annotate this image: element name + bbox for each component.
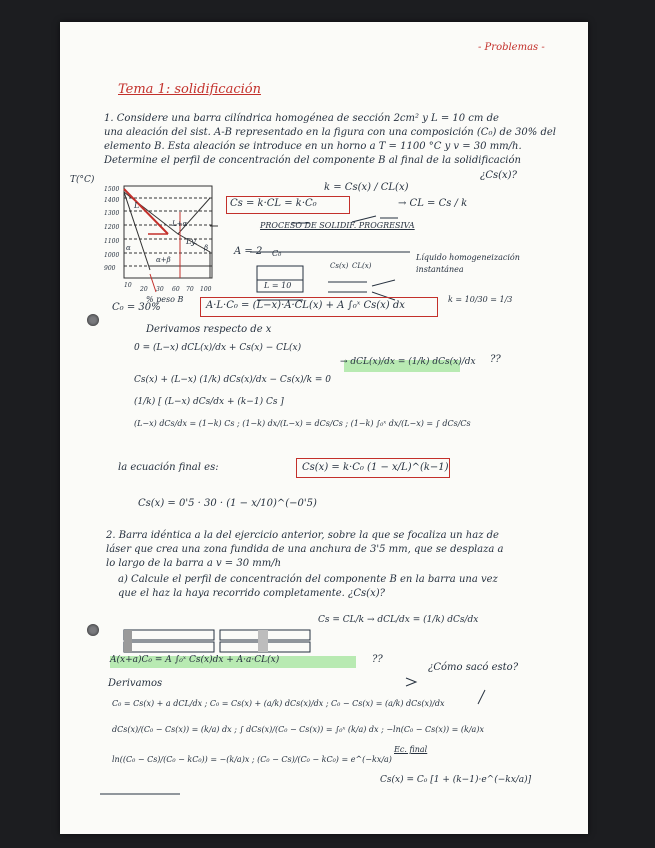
numeric-result: Cs(x) = 0'5 · 30 · (1 − x/10)^(−0'5) <box>138 498 317 509</box>
balance-equation: A(x+a)C₀ = A ∫₀ˣ Cs(x)dx + A·a·CL(x) <box>110 655 280 665</box>
c0-value: C₀ = 30% <box>112 302 161 313</box>
region-label: α <box>126 244 131 252</box>
final-tag: Ec. final <box>394 745 428 754</box>
bar-label: C₀ <box>272 249 282 258</box>
notebook-page <box>60 22 588 834</box>
derive-label: Derivamos <box>108 678 163 689</box>
region-label: L+α <box>172 220 188 228</box>
relation: Cs = CL/k → dCL/dx = (1/k) dCs/dx <box>318 615 479 625</box>
axis-label: T(°C) <box>70 175 95 185</box>
derivation-line: (L−x) dCs/dx = (1−k) Cs ; (1−k) dx/(L−x) = dCs/Cs ; (1−k) ∫₀ˣ dx/(L−x) = ∫ dCs/Cs <box>134 419 471 428</box>
page-title: Tema 1: solidificación <box>118 82 261 97</box>
derive-label: Derivamos respecto de x <box>146 324 272 335</box>
part-a-line: que el haz la haya recorrido completamente. ¿Cs(x)? <box>118 588 385 599</box>
region-label: Ly. <box>186 237 198 246</box>
derivation-line: ln((C₀ − Cs)/(C₀ − kC₀)) = −(k/a)x ; (C₀ − Cs)/(C₀ − kC₀) = e^(−kx/a) <box>112 755 392 764</box>
final-label: la ecuación final es: <box>118 462 219 473</box>
side-expression: → dCL(x)/dx = (1/k) dCs(x)/dx <box>340 357 476 367</box>
final-equation: Cs(x) = C₀ [1 + (k−1)·e^(−kx/a)] <box>380 775 532 785</box>
tick-label: 1100 <box>104 238 120 245</box>
area-label: A = 2 <box>234 246 263 257</box>
question: ¿Cs(x)? <box>480 170 517 181</box>
question-marks: ?? <box>372 654 383 665</box>
question-marks: ?? <box>490 354 501 365</box>
tick-label: 1000 <box>104 252 120 259</box>
axis-label: % peso B <box>146 295 184 304</box>
region-label: β <box>204 244 209 252</box>
derivation-line: dCs(x)/(C₀ − Cs(x)) = (k/a) dx ; ∫ dCs(x)/(C₀ − Cs(x)) = ∫₀ˣ (k/a) dx ; −ln(C₀ − Cs(x)) = (k/a)x <box>112 725 484 734</box>
tick-label: 60 <box>172 286 180 293</box>
tick-label: 1200 <box>104 224 120 231</box>
mass-balance: A·L·C₀ = (L−x)·A·CL(x) + A ∫₀ˣ Cs(x) dx <box>206 300 405 311</box>
cs-box-label: Cs(x) <box>330 262 349 270</box>
cl-box-label: CL(x) <box>352 262 372 270</box>
tick-label: 1500 <box>104 186 120 193</box>
liquid-note: Líquido homogeneización instantánea <box>416 253 520 274</box>
statement-line: Determine el perfil de concentración del componente B al final de la solidificación <box>104 155 521 166</box>
statement-line: 1. Considere una barra cilíndrica homogénea de sección 2cm² y L = 10 cm de <box>104 113 499 124</box>
statement-line: láser que crea una zona fundida de una anchura de 3'5 mm, que se desplaza a <box>106 544 504 555</box>
question: ¿Cómo sacó esto? <box>428 662 519 673</box>
statement-line: 2. Barra idéntica a la del ejercicio anterior, sobre la que se focaliza un haz de <box>106 530 499 541</box>
tick-label: 900 <box>104 265 116 272</box>
region-label: L <box>134 201 140 210</box>
final-equation: Cs(x) = k·C₀ (1 − x/L)^(k−1) <box>302 462 449 473</box>
tick-label: 70 <box>186 286 194 293</box>
statement-line: elemento B. Esta aleación se introduce en un horno a T = 1100 °C y v = 30 mm/h. <box>104 141 522 152</box>
tick-label: 10 <box>124 282 132 289</box>
tick-label: 1300 <box>104 210 120 217</box>
derivation-line: (1/k) [ (L−x) dCs/dx + (k−1) Cs ] <box>134 397 284 407</box>
derivation-line: Cs(x) + (L−x) (1/k) dCs(x)/dx − Cs(x)/k = 0 <box>134 375 332 385</box>
statement-line: una aleación del sist. A-B representado en la figura con una composición (C₀) de 30% del <box>104 127 556 138</box>
part-a-line: a) Calcule el perfil de concentración del componente B en la barra una vez <box>118 574 498 585</box>
cl-definition: → CL = Cs / k <box>398 198 468 209</box>
k-value: k = 10/30 = 1/3 <box>448 295 513 304</box>
length-label: L = 10 <box>264 281 292 290</box>
cs-relation: Cs = k·CL = k·C₀ <box>230 198 317 209</box>
tick-label: 20 <box>140 286 148 293</box>
tick-label: 100 <box>200 286 212 293</box>
process-label: PROCESO DE SOLIDIF. PROGRESIVA <box>260 221 415 230</box>
region-label: α+β <box>156 256 171 264</box>
derivation-line: C₀ = Cs(x) + a dCL/dx ; C₀ = Cs(x) + (a/k) dCs(x)/dx ; C₀ − Cs(x) = (a/k) dCs(x)/dx <box>112 699 445 708</box>
k-definition: k = Cs(x) / CL(x) <box>324 182 409 193</box>
section-tag: - Problemas - <box>478 42 545 53</box>
statement-line: lo largo de la barra a v = 30 mm/h <box>106 558 282 569</box>
derivation-line: 0 = (L−x) dCL(x)/dx + Cs(x) − CL(x) <box>134 343 302 353</box>
tick-label: 30 <box>156 286 164 293</box>
tick-label: 1400 <box>104 197 120 204</box>
